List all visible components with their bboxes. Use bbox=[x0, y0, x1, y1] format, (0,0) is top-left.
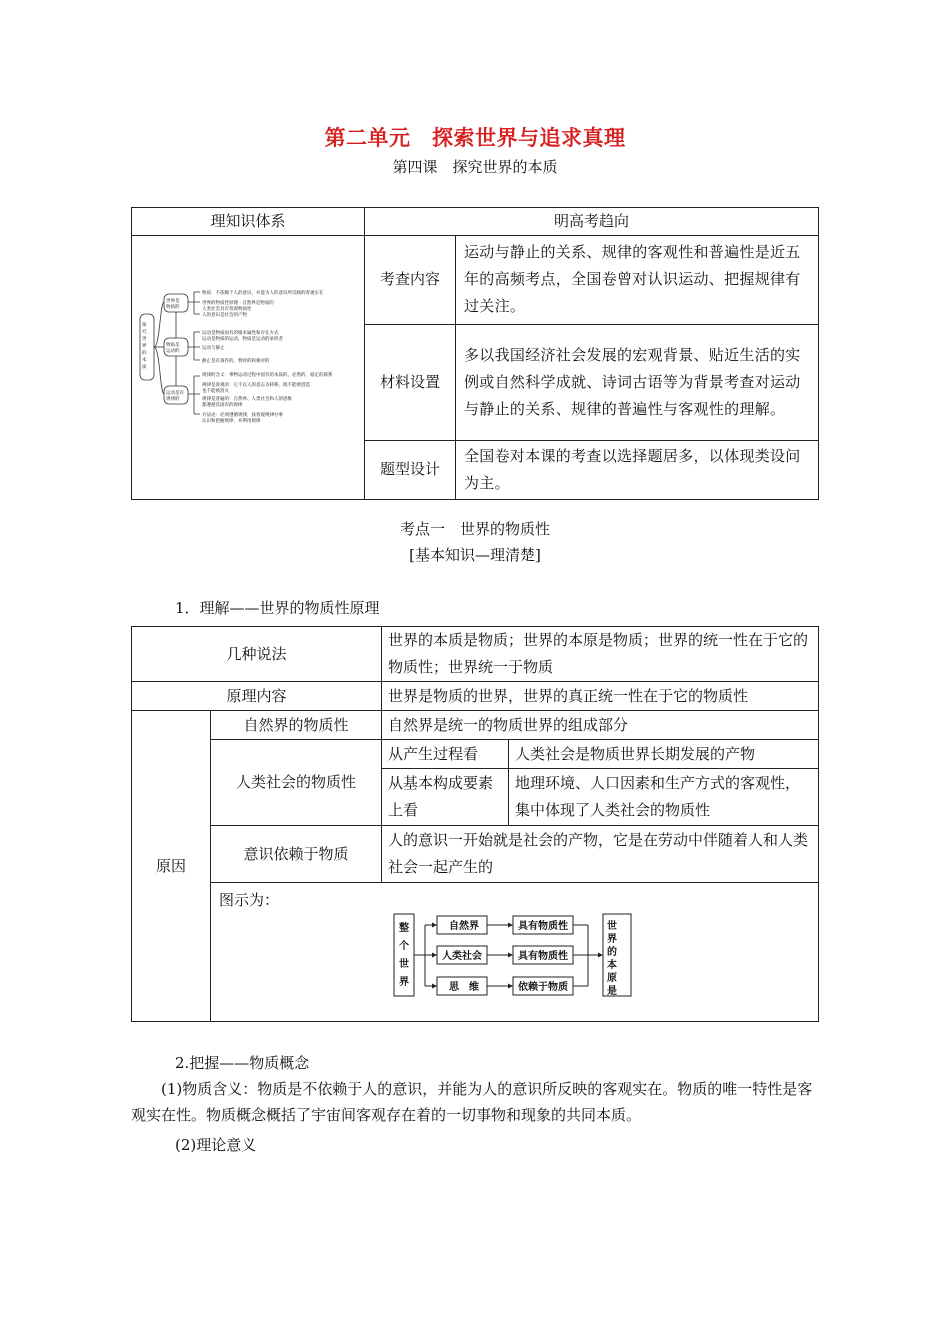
diagram-left-char: 界 bbox=[399, 977, 409, 988]
svg-text:认识和把握规律，并利用规律: 认识和把握规律，并利用规律 bbox=[202, 419, 261, 424]
svg-text:究: 究 bbox=[142, 330, 147, 335]
sayings-label: 几种说法 bbox=[132, 627, 382, 682]
diagram-left-char: 世 bbox=[399, 959, 409, 970]
society-label: 人类社会的物质性 bbox=[211, 740, 382, 826]
overview-row-label: 材料设置 bbox=[365, 324, 456, 440]
overview-row-text: 运动与静止的关系、规律的客观性和普遍性是近五年的高频考点，全国卷曾对认识运动、把握规律有过关注。 bbox=[456, 236, 819, 325]
section-subtitle: [基本知识—理清楚] bbox=[409, 546, 541, 564]
svg-text:规律的: 规律的 bbox=[166, 397, 180, 402]
lesson-title: 第四课 探究世界的本质 bbox=[392, 158, 558, 176]
svg-text:运动是物质固有的根本属性和存在方式: 运动是物质固有的根本属性和存在方式 bbox=[202, 331, 279, 336]
diagram-end-char: 是 bbox=[607, 986, 617, 997]
svg-text:运动与静止: 运动与静止 bbox=[202, 346, 225, 351]
svg-text:物质：不依赖于人的意识，并能为人的意识所反映的客观实在: 物质：不依赖于人的意识，并能为人的意识所反映的客观实在 bbox=[202, 291, 324, 296]
section-title: 考点一 世界的物质性 bbox=[399, 520, 550, 538]
overview-col2-header: 明高考趋向 bbox=[365, 208, 819, 236]
svg-text:都遵循其固有的规律: 都遵循其固有的规律 bbox=[202, 403, 243, 408]
nature-label: 自然界的物质性 bbox=[211, 711, 382, 740]
diagram-left-char: 个 bbox=[399, 941, 409, 952]
matter-diagram bbox=[393, 911, 653, 1003]
svg-text:的: 的 bbox=[142, 351, 147, 356]
diagram-result-3: 依赖于物质 bbox=[518, 982, 568, 993]
diagram-end-char: 的 bbox=[607, 947, 617, 958]
point2-p2: (2)理论意义 bbox=[175, 1136, 257, 1154]
svg-text:世界是: 世界是 bbox=[166, 299, 180, 304]
nature-text: 自然界是统一的物质世界的组成部分 bbox=[382, 711, 819, 740]
svg-text:物质的: 物质的 bbox=[166, 305, 180, 310]
svg-text:运动的: 运动的 bbox=[166, 349, 180, 354]
diagram-end-char: 本 bbox=[607, 960, 617, 971]
society-a-label: 从产生过程看 bbox=[382, 740, 509, 769]
point2-heading: 2.把握——物质概念 bbox=[175, 1054, 310, 1072]
point1-heading: 1．理解——世界的物质性原理 bbox=[175, 599, 380, 617]
diagram-end-char: 界 bbox=[607, 934, 617, 945]
unit-title: 第二单元 探索世界与追求真理 bbox=[324, 125, 626, 150]
svg-text:世界的物质性原理 · 自然界是物质的: 世界的物质性原理 · 自然界是物质的 bbox=[202, 301, 274, 306]
diagram-node-thought: 思 维 bbox=[449, 982, 479, 993]
svg-text:也不能被消灭: 也不能被消灭 bbox=[202, 389, 229, 394]
principle-label: 原理内容 bbox=[132, 682, 382, 711]
principle-table bbox=[131, 626, 819, 1022]
diagram-result-1: 具有物质性 bbox=[518, 921, 568, 932]
diagram-cell bbox=[211, 883, 819, 1022]
sayings-text: 世界的本质是物质；世界的本原是物质；世界的统一性在于它的物质性；世界统一于物质 bbox=[382, 627, 819, 682]
knowledge-mindmap bbox=[132, 236, 365, 500]
overview-row-text: 全国卷对本课的考查以选择题居多，以体现类设问为主。 bbox=[456, 440, 819, 500]
point2-p1: (1)物质含义：物质是不依赖于人的意识，并能为人的意识所反映的客观实在。物质的唯一特性是客观实在性。物质概念概括了宇宙间客观存在着的一切事物和现象的共同本质。 bbox=[131, 1080, 813, 1124]
overview-col1-header: 理知识体系 bbox=[132, 208, 365, 236]
principle-text: 世界是物质的世界，世界的真正统一性在于它的物质性 bbox=[382, 682, 819, 711]
consciousness-text: 人的意识一开始就是社会的产物，它是在劳动中伴随着人和人类社会一起产生的 bbox=[382, 826, 819, 883]
diagram-node-nature: 自然界 bbox=[449, 921, 479, 932]
overview-row-text: 多以我国经济社会发展的宏观背景、贴近生活的实例或自然科学成就、诗词古语等为背景考查对运动与静止的关系、规律的普遍性与客观性的理解。 bbox=[456, 324, 819, 440]
svg-text:静止是有条件的，暂时的和相对的: 静止是有条件的，暂时的和相对的 bbox=[202, 359, 270, 364]
svg-text:人类社会具有客观物质性: 人类社会具有客观物质性 bbox=[202, 307, 252, 312]
society-b-label: 从基本构成要素上看 bbox=[382, 769, 509, 826]
diagram-label: 图示为： bbox=[219, 891, 280, 909]
svg-text:世: 世 bbox=[142, 337, 147, 342]
diagram-left-char: 整 bbox=[399, 923, 409, 934]
svg-text:运动是物质的运动，物质是运动的承担者: 运动是物质的运动，物质是运动的承担者 bbox=[202, 337, 283, 342]
svg-text:方法论：必须遵循规律，按客观规律办事: 方法论：必须遵循规律，按客观规律办事 bbox=[202, 413, 283, 418]
svg-text:规律是客观的：它不以人的意志为转移，既不能被创造: 规律是客观的：它不以人的意志为转移，既不能被创造 bbox=[202, 383, 310, 388]
diagram-node-society: 人类社会 bbox=[442, 951, 482, 962]
svg-text:探: 探 bbox=[142, 323, 147, 328]
diagram-end-char: 原 bbox=[607, 973, 617, 984]
svg-text:界: 界 bbox=[142, 344, 147, 349]
svg-text:规律是普遍的：自然界、人类社会和人的思维: 规律是普遍的：自然界、人类社会和人的思维 bbox=[202, 397, 292, 402]
overview-row-label: 题型设计 bbox=[365, 440, 456, 500]
svg-text:物质是: 物质是 bbox=[166, 343, 180, 348]
society-a-text: 人类社会是物质世界长期发展的产物 bbox=[509, 740, 819, 769]
diagram-end-char: 世 bbox=[607, 921, 617, 932]
consciousness-label: 意识依赖于物质 bbox=[211, 826, 382, 883]
overview-row-label: 考查内容 bbox=[365, 236, 456, 325]
svg-text:运动是有: 运动是有 bbox=[166, 391, 184, 396]
mindmap-figure bbox=[132, 236, 352, 490]
society-b-text: 地理环境、人口因素和生产方式的客观性，集中体现了人类社会的物质性 bbox=[509, 769, 819, 826]
svg-text:质: 质 bbox=[142, 365, 147, 370]
svg-text:规律的含义：事物运动过程中固有的本质的、必然的、稳定的联系: 规律的含义：事物运动过程中固有的本质的、必然的、稳定的联系 bbox=[202, 373, 333, 378]
diagram-result-2: 具有物质性 bbox=[518, 951, 568, 962]
overview-table bbox=[131, 207, 819, 500]
reason-label: 原因 bbox=[132, 711, 211, 1022]
svg-text:本: 本 bbox=[142, 358, 147, 363]
svg-text:人的意识是社会的产物: 人的意识是社会的产物 bbox=[202, 313, 247, 318]
